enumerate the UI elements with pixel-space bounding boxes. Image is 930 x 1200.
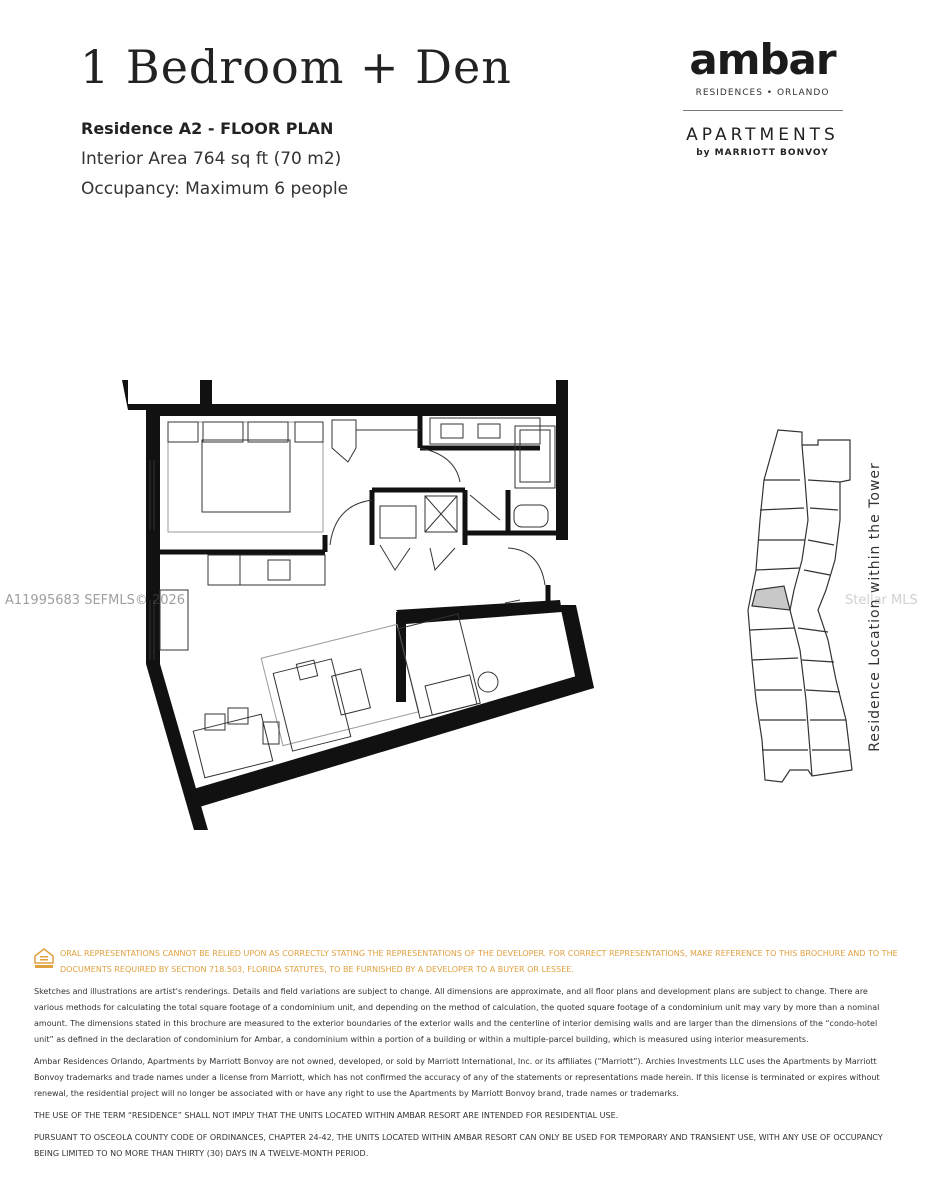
watermark-right: Stellar MLS (845, 593, 918, 608)
occupancy: Occupancy: Maximum 6 people (81, 179, 349, 199)
disclaimer-paragraph-4: PURSUANT TO OSCEOLA COUNTY CODE OF ORDINANCES, CHAPTER 24-42, THE UNITS LOCATED WITHIN AMBAR RESORT CAN ONLY BE USED FOR TEMPORARY AND TRANSIENT USE, WITH ANY USE OF OCCUPANCY BEING LIMITED TO NO MORE THAN THIRTY (30) DAYS IN A TWELVE-MONTH PERIOD. (34, 1133, 883, 1158)
page-title: 1 Bedroom + Den (80, 40, 512, 94)
disclaimer-paragraph-3: THE USE OF THE TERM “RESIDENCE” SHALL NOT IMPLY THAT THE UNITS LOCATED WITHIN AMBAR RESORT ARE INTENDED FOR RESIDENTIAL USE. (34, 1111, 619, 1120)
disclaimer-oral-text: ORAL REPRESENTATIONS CANNOT BE RELIED UPON AS CORRECTLY STATING THE REPRESENTATIONS OF THE DEVELOPER. FOR CORRECT REPRESENTATIONS, MAKE REFERENCE TO THIS BROCHURE AND TO THE DOCUMENTS REQUIRED BY SECTION 718.503, FLORIDA STATUTES, TO BE FURNISHED BY A DEVELOPER TO A BUYER OR LESSEE. (60, 949, 898, 974)
logo-location: RESIDENCES • ORLANDO (695, 88, 830, 98)
logo-by-line: by MARRIOTT BONVOY (696, 148, 829, 158)
residence-label: Residence A2 - FLOOR PLAN (81, 119, 334, 138)
tower-location-label: Residence Location within the Tower (867, 462, 883, 752)
equal-housing-icon (34, 948, 54, 970)
furniture (150, 418, 555, 778)
watermark-left: A11995683 SEFMLS© 2026 (5, 593, 186, 608)
logo-apartments: APARTMENTS (686, 125, 839, 145)
disclaimer (34, 946, 898, 1162)
logo-wordmark: ambar (689, 35, 836, 84)
disclaimer-oral (34, 946, 898, 978)
disclaimer-paragraph-1: Sketches and illustrations are artist's renderings. Details and field variations are subject to change. All dimensions are approximate, and all floor plans and development plans are subject to change. There are various methods for calculating the total square footage of a condominium unit, and depending on the method of calculation, the quoted square footage of a condominium unit may vary by more than a nominal amount. The dimensions stated in this brochure are measured to the exterior boundaries of the exterior walls and the centerline of interior demising walls and are larger than the dimensions of the “condo-hotel unit” as defined in the declaration of condominium for Ambar, a condominium within a portion of a building or within a multiple-parcel building, which is measured using interior measurements. (34, 987, 880, 1044)
interior-area: Interior Area 764 sq ft (70 m2) (81, 149, 342, 169)
disclaimer-paragraph-2: Ambar Residences Orlando, Apartments by Marriott Bonvoy are not owned, developed, or sold by Marriott International, Inc. or its affiliates (“Marriott”). Archies Investments LLC uses the Apartments by Marriott Bonvoy trademarks and trade names under a license from Marriott, which has not confirmed the accuracy of any of the statements or representations made herein. If this license is terminated or expires without renewal, the residential project will no longer be associated with or have any right to use the Apartments by Marriott Bonvoy brand, trade names or trademarks. (34, 1057, 880, 1098)
tower-location-plan (748, 430, 852, 782)
